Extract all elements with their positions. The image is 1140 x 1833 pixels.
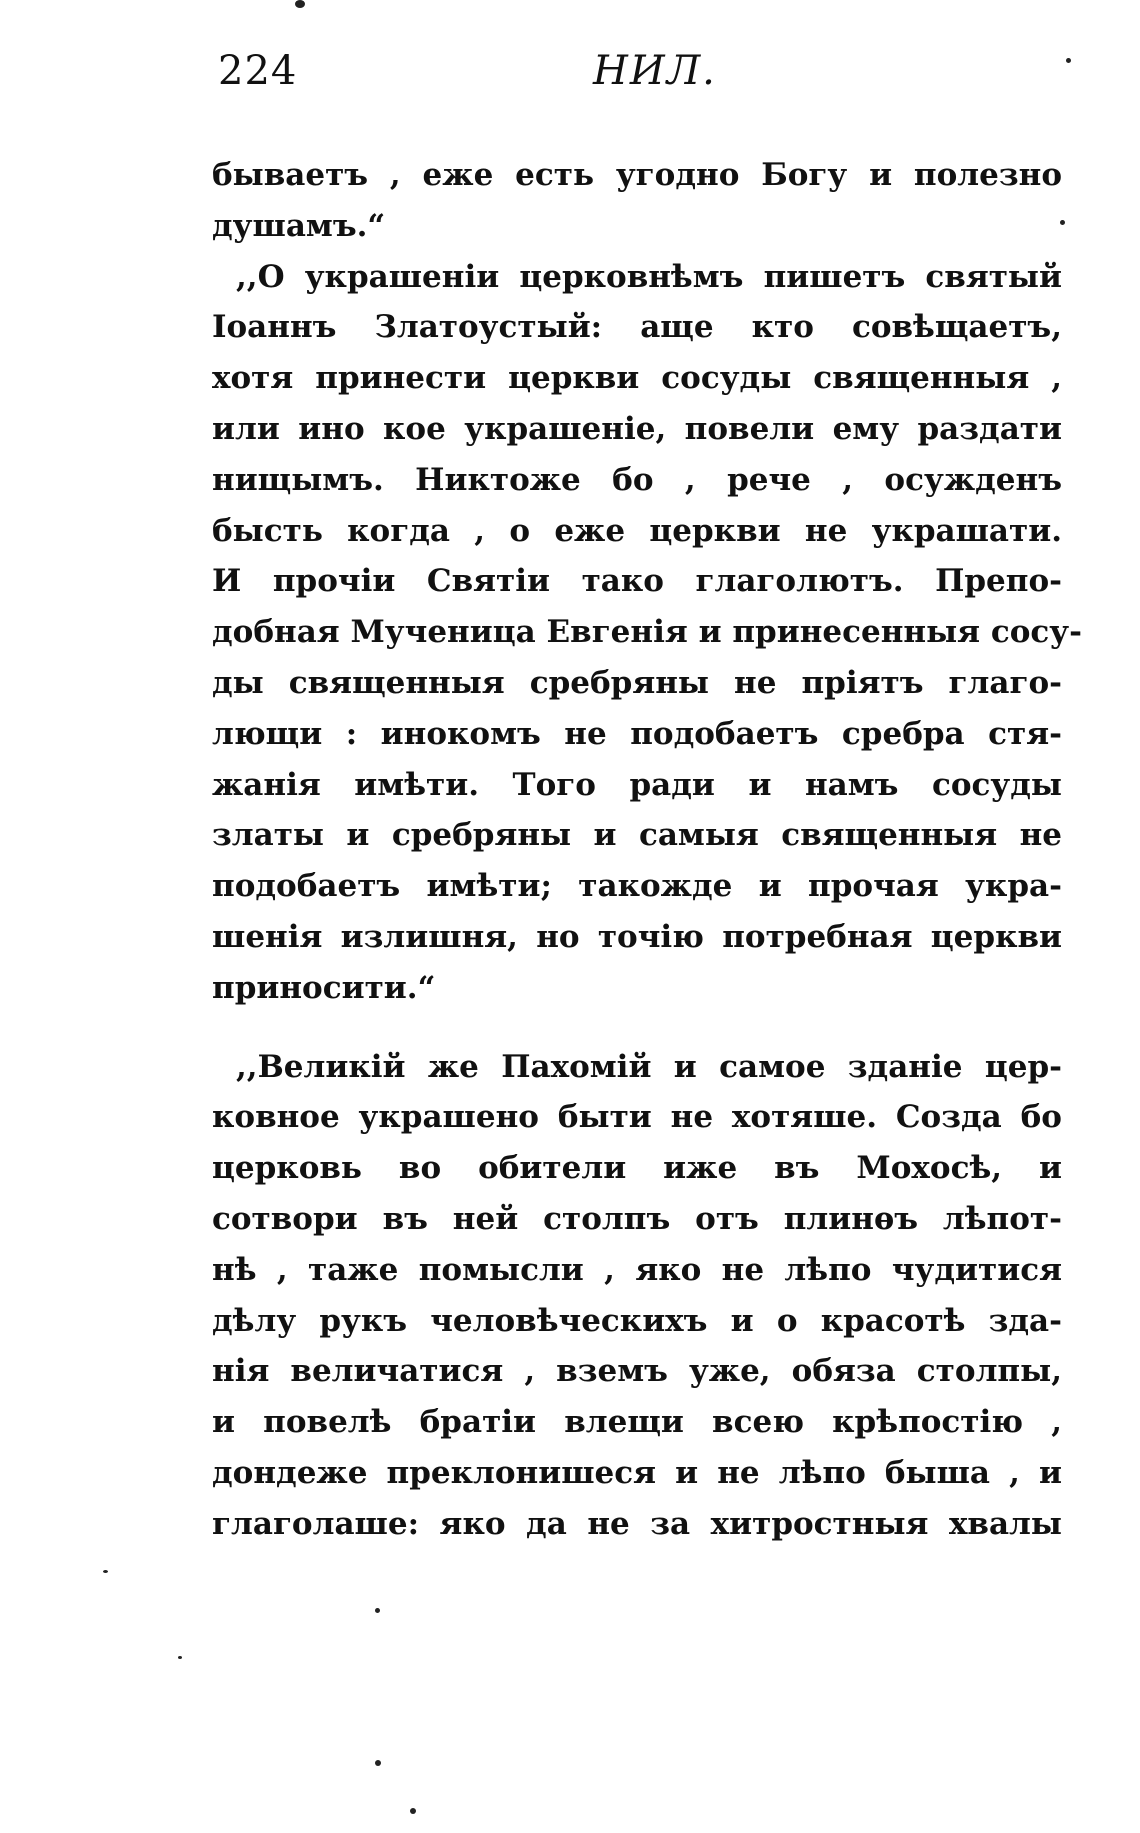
- running-title: НИЛ.: [593, 48, 717, 94]
- text-line: ,,Великій же Пахомій и самое зданіе цер-: [236, 1048, 1062, 1085]
- text-line: лющи : инокомъ не подобаетъ сребра стя-: [212, 715, 1062, 752]
- scan-speck: [375, 1760, 381, 1766]
- text-line: приносити.“: [212, 969, 436, 1006]
- text-line: нищымъ. Никтоже бо , рече , осужденъ: [212, 461, 1062, 498]
- text-line: ковное украшено быти не хотяше. Созда бо: [212, 1099, 1062, 1136]
- text-line: Іоаннъ Златоустый: аще кто совѣщаетъ,: [212, 309, 1062, 346]
- text-line: хотя принести церкви сосуды священныя ,: [212, 360, 1062, 397]
- page-header: [218, 48, 1058, 104]
- text-line: шенія излишня, но точію потребная церкви: [212, 918, 1062, 955]
- text-line: нѣ , таже помысли , яко не лѣпо чудитися: [212, 1251, 1062, 1288]
- text-line: добная Мученица Евгенія и принесенныя сосу-: [212, 614, 1083, 651]
- scan-speck: [103, 1570, 108, 1573]
- text-line: ды священныя сребряны не пріятъ глаго-: [212, 664, 1062, 701]
- text-line: или ино кое украшеніе, повели ему раздати: [212, 410, 1062, 447]
- text-line: златы и сребряны и самыя священныя не: [212, 817, 1062, 854]
- text-line: дѣлу рукъ человѣческихъ и о красотѣ зда-: [212, 1302, 1062, 1339]
- scan-speck: [410, 1808, 416, 1814]
- text-line: ,,О украшеніи церковнѣмъ пишетъ святый: [236, 258, 1062, 295]
- body-text: [212, 150, 1083, 1550]
- scan-speck: [375, 1608, 380, 1613]
- text-line: И прочіи Святіи тако глаголютъ. Препо-: [212, 563, 1062, 600]
- text-line: и повелѣ братіи влещи всею крѣпостію ,: [212, 1404, 1062, 1441]
- scan-speck: [1066, 58, 1071, 63]
- scan-speck: [295, 0, 305, 8]
- text-line: глаголаше: яко да не за хитростныя хвалы: [212, 1505, 1062, 1542]
- text-line: нія величатися , вземъ уже, обяза столпы,: [212, 1353, 1062, 1390]
- text-line: душамъ.“: [212, 207, 386, 244]
- scan-speck: [178, 1656, 182, 1659]
- scan-speck: [1060, 220, 1065, 225]
- text-line: сотвори въ ней столпъ отъ плинѳъ лѣпот-: [212, 1200, 1062, 1237]
- text-line: церковь во обители иже въ Мохосѣ, и: [212, 1150, 1062, 1187]
- text-line: подобаетъ имѣти; такожде и прочая укра-: [212, 868, 1062, 905]
- paragraph-gap: [212, 1014, 1062, 1042]
- page-number: 224: [218, 48, 298, 94]
- text-line: бываетъ , еже есть угодно Богу и полезно: [212, 157, 1062, 193]
- text-line: бысть когда , о еже церкви не украшати.: [212, 512, 1062, 549]
- text-line: жанія имѣти. Того ради и намъ сосуды: [212, 766, 1062, 803]
- text-line: дондеже преклонишеся и не лѣпо быша , и: [212, 1454, 1062, 1491]
